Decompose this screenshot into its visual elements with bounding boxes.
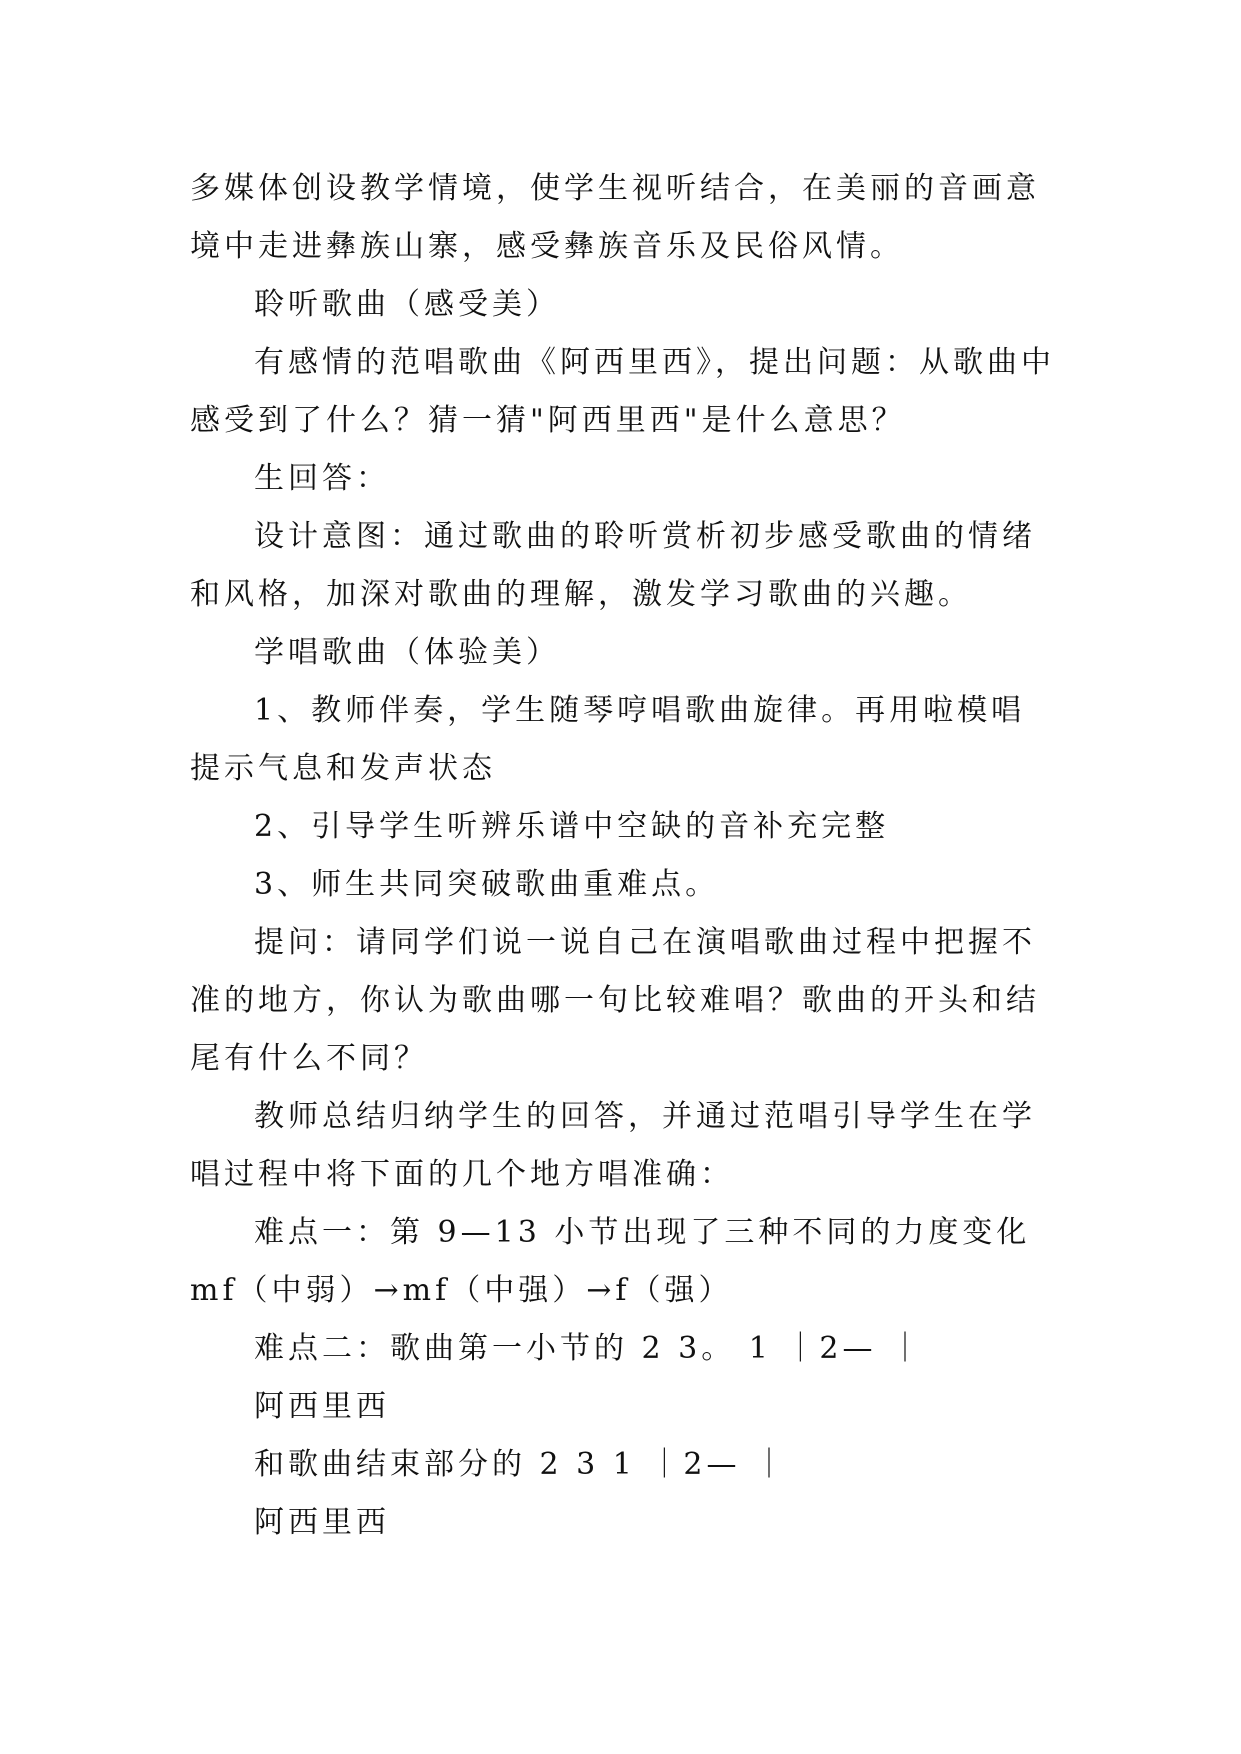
lyrics-line: 阿西里西: [254, 1389, 390, 1424]
paragraph: 难点一：第 9—13 小节出现了三种不同的力度变化 mf（中弱）→mf（中强）→f（强）: [190, 1215, 1031, 1308]
paragraph: 生回答：: [254, 461, 390, 496]
lyrics-line: 阿西里西: [254, 1505, 390, 1540]
section-heading: 学唱歌曲（体验美）: [254, 635, 560, 670]
paragraph: 多媒体创设教学情境，使学生视听结合，在美丽的音画意境中走进彝族山寨，感受彝族音乐及民俗风情。: [190, 171, 1040, 264]
document-body: [190, 160, 1055, 1552]
list-item: 3、师生共同突破歌曲重难点。: [254, 867, 720, 902]
list-item: 2、引导学生听辨乐谱中空缺的音补充完整: [254, 809, 890, 844]
paragraph: 提问：请同学们说一说自己在演唱歌曲过程中把握不准的地方，你认为歌曲哪一句比较难唱？歌曲的开头和结尾有什么不同？: [190, 925, 1040, 1076]
list-item: 1、教师伴奏，学生随琴哼唱歌曲旋律。再用啦模唱提示气息和发声状态: [190, 693, 1026, 786]
music-notation-line: 和歌曲结束部分的 2 3 1 ｜2— ｜: [254, 1447, 789, 1482]
paragraph: 教师总结归纳学生的回答，并通过范唱引导学生在学唱过程中将下面的几个地方唱准确：: [190, 1099, 1036, 1192]
paragraph: 设计意图：通过歌曲的聆听赏析初步感受歌曲的情绪和风格，加深对歌曲的理解，激发学习歌曲的兴趣。: [190, 519, 1036, 612]
section-heading: 聆听歌曲（感受美）: [254, 287, 560, 322]
music-notation-line: 难点二：歌曲第一小节的 2 3。 1 ｜2— ｜: [254, 1331, 925, 1366]
paragraph: 有感情的范唱歌曲《阿西里西》，提出问题：从歌曲中感受到了什么？猜一猜"阿西里西"是什么意思？: [190, 345, 1055, 438]
